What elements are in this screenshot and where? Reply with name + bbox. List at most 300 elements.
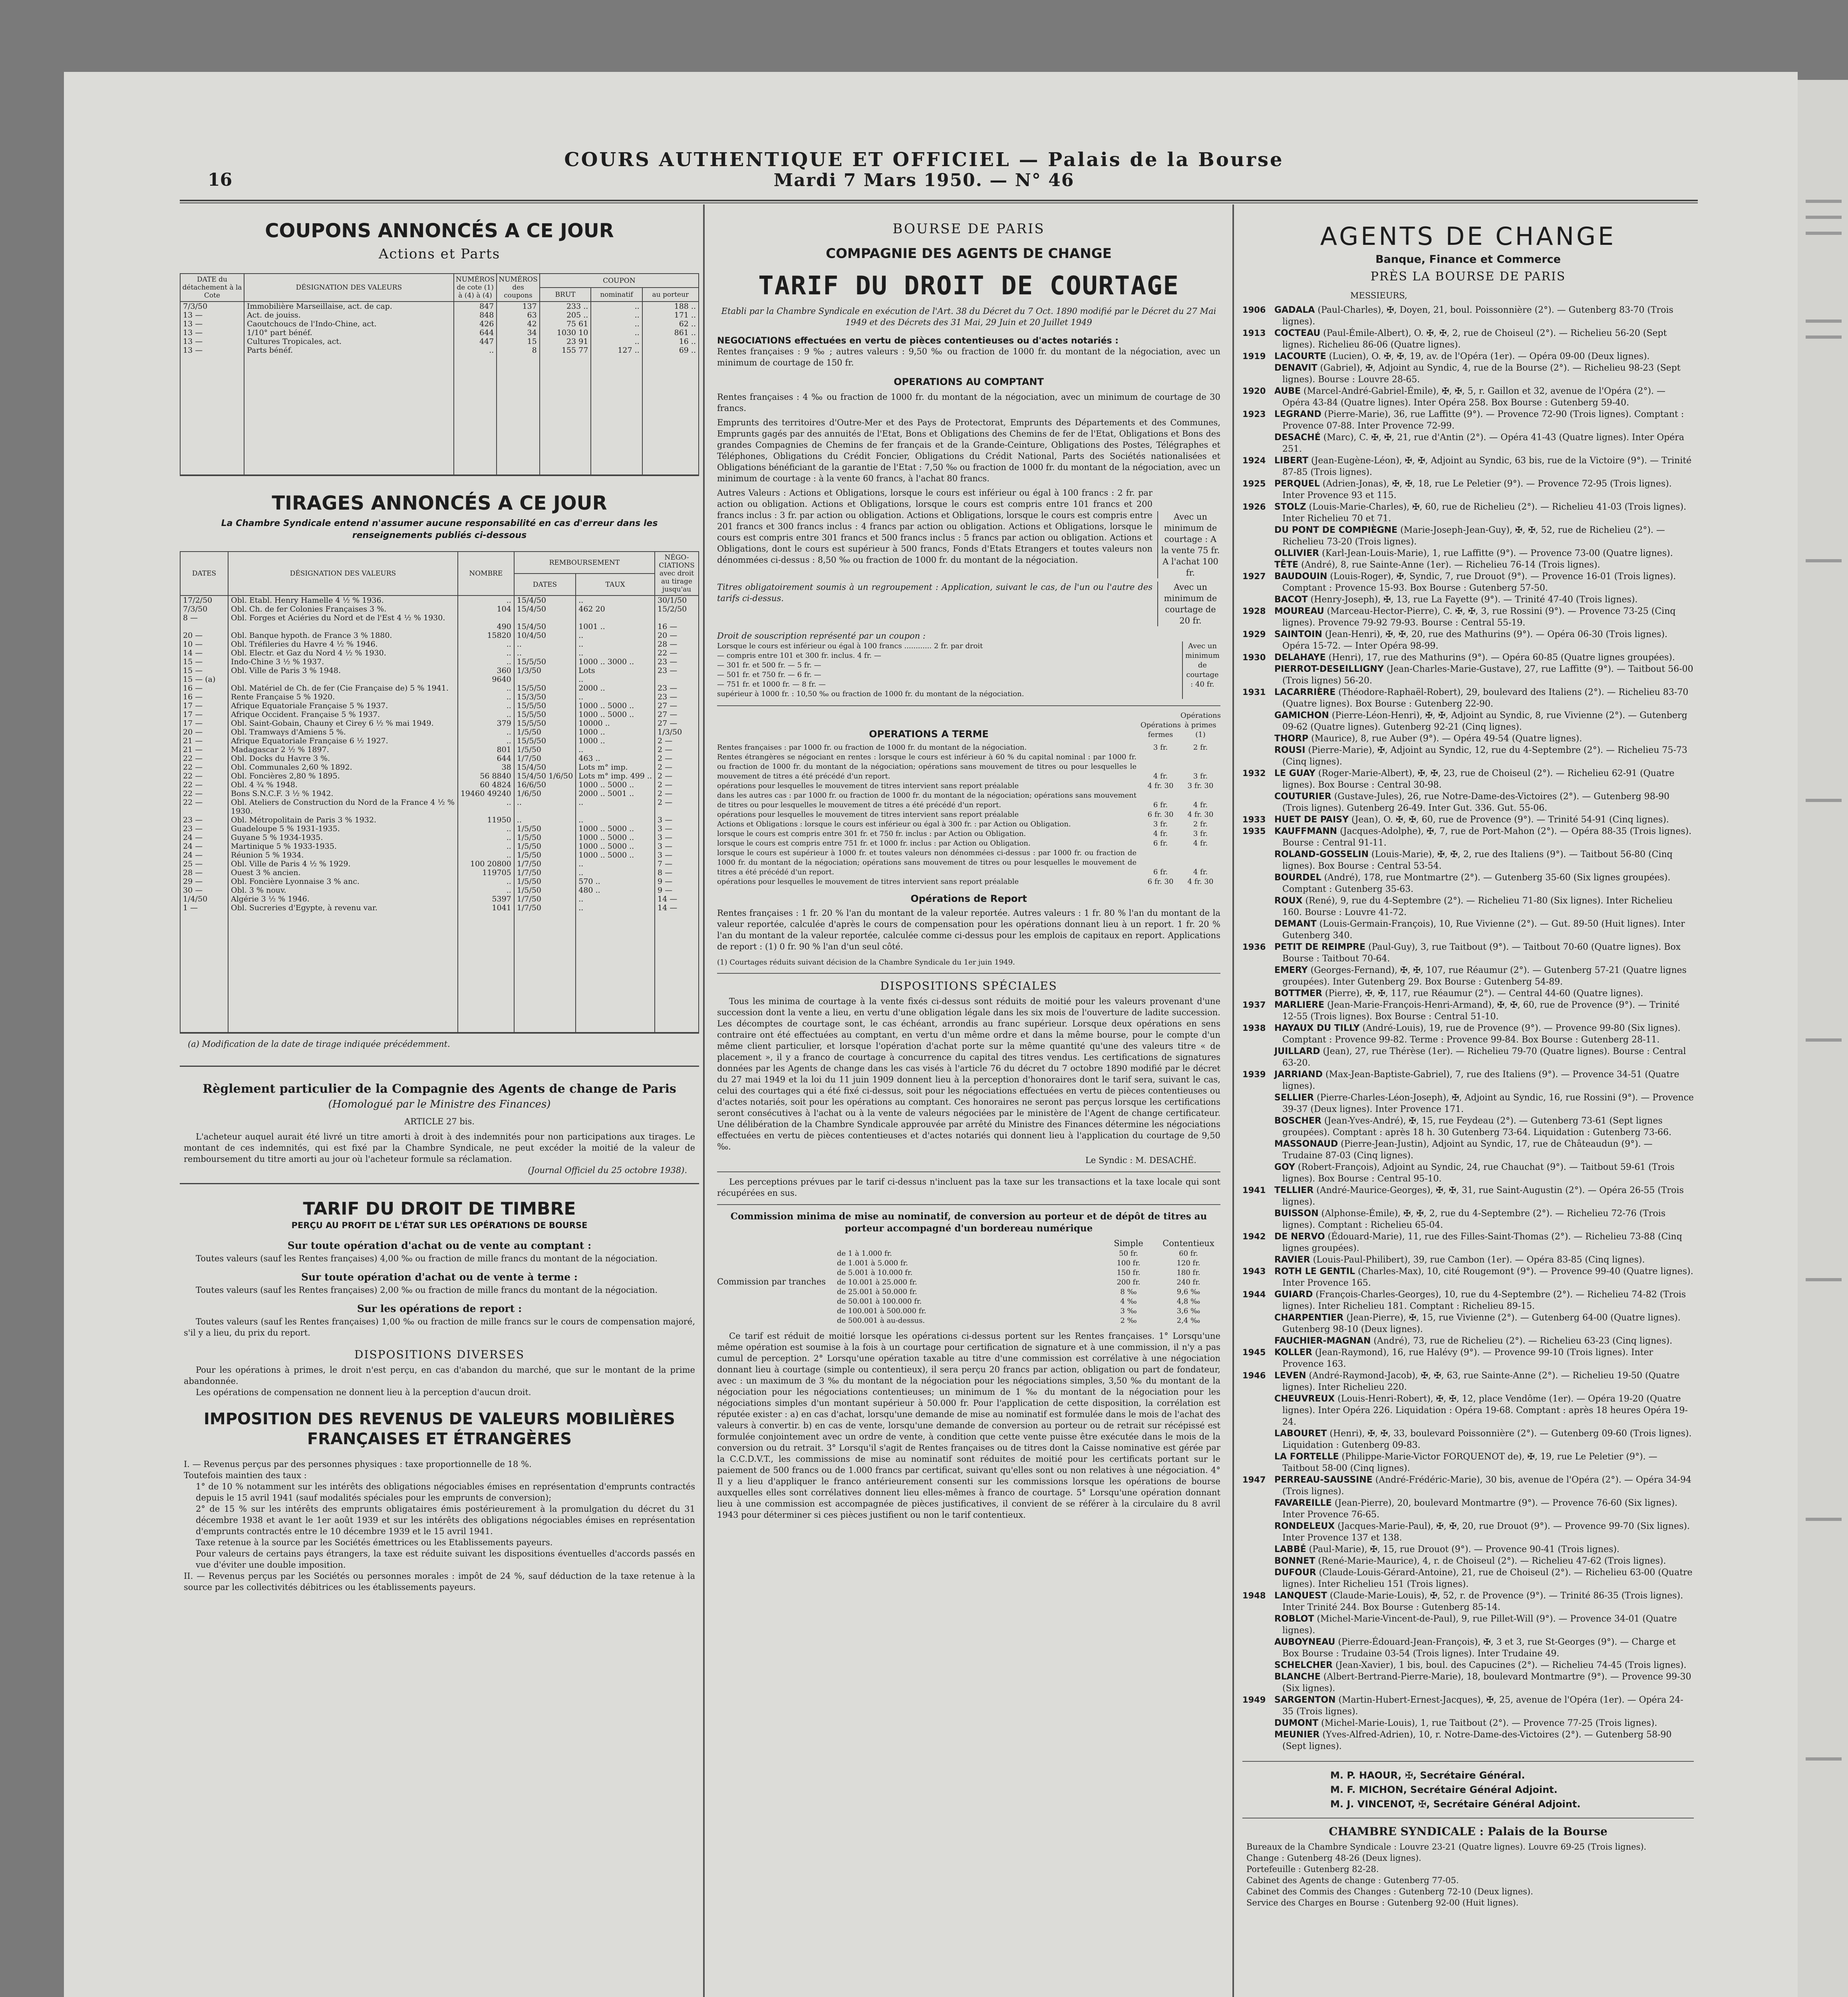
agent-entry (1242, 744, 1694, 768)
tirage-cell: 15/5/50 (514, 701, 576, 710)
droit-row: — 751 fr. et 1000 fr. — 8 fr. — (717, 680, 826, 689)
agent-details: (Yves-Alfred-Adrien), 10, r. Notre-Dame-des-Victoires (2°). — Gutenberg 58-90 (Sept lignes). (1282, 1730, 1672, 1751)
tirage-cell: 20 — (180, 728, 228, 736)
tirages-footnote: (a) Modification de la date de tirage indiquée précédemment. (188, 1039, 450, 1049)
tirages-note: La Chambre Syndicale entend n'assumer aucune responsabilité en cas d'erreur dans les renseignements publiés ci-dessous (221, 518, 658, 540)
tirage-cell: .. (458, 736, 514, 745)
tirage-cell: 9640 (458, 675, 514, 684)
commission-row (837, 1249, 1220, 1259)
tirage-cell: .. (458, 693, 514, 701)
tirage-cell: .. (576, 868, 655, 877)
tirages-table (180, 551, 699, 1032)
tirage-cell: .. (458, 701, 514, 710)
tirage-cell: 16 — (655, 622, 699, 631)
minimum-note-2: Avec un minimum de courtage de 20 fr. (1157, 582, 1220, 626)
tirage-cell: 1/5/50 (514, 824, 576, 833)
agent-entry (1242, 571, 1694, 594)
agent-details: (Louis-Germain-François), 10, Rue Vivienne (2°). — Gut. 89-50 (Huit lignes). Inter Gutenberg 340. (1282, 919, 1685, 941)
agent-entry (1242, 1497, 1694, 1521)
tirage-cell: 3 — (655, 833, 699, 842)
timbre-title: TARIF DU DROIT DE TIMBRE (303, 1199, 576, 1219)
timbre-t1: Toutes valeurs (sauf les Rentes françaises) 4,00 ‰ ou fraction de mille francs du montant de la négociation. (196, 1254, 658, 1263)
tirage-cell: 15820 (458, 631, 514, 640)
commission-range: de 25.001 à 50.000 fr. (837, 1288, 917, 1296)
agent-details: (Jean-Charles-Marie-Gustave), 27, rue Laffitte (9°). — Taitbout 56-00 (Trois lignes) 56-20. (1282, 664, 1693, 686)
empty-cell (228, 912, 458, 1032)
chambre-line: Change : Gutenberg 48-26 (Deux lignes). (1246, 1853, 1421, 1863)
page-number: 16 (208, 170, 232, 190)
dd-text-2: Les opérations de compensation ne donnent lieu à la perception d'aucun droit. (196, 1388, 531, 1397)
agent-details: (Michel-Marie-Vincent-de-Paul), 9, rue Pillet-Will (9°). — Provence 34-01 (Quatre lignes). (1282, 1614, 1677, 1636)
agent-entry (1242, 663, 1694, 687)
tirage-cell: 1000 .. 5000 .. (576, 833, 655, 842)
tirage-row (180, 710, 699, 719)
tirage-cell: Martinique 5 % 1933-1935. (228, 842, 458, 851)
agent-name: BONNET (1274, 1556, 1315, 1566)
agent-name: RAVIER (1274, 1255, 1310, 1265)
coupon-cell: 861 .. (642, 328, 699, 337)
coupon-cell: 644 (454, 328, 497, 337)
agent-name: BOTTMER (1274, 989, 1322, 998)
tirage-cell: 14 — (655, 895, 699, 903)
tirage-cell: 1/5/50 (514, 833, 576, 842)
agent-entry (1242, 1161, 1694, 1185)
agent-details: (Pierre-Marie), ✠, Adjoint au Syndic, 12, rue du 4-Septembre (2°). — Richelieu 75-73 (Cinq lignes). (1282, 745, 1687, 767)
tirage-cell: 463 .. (576, 754, 655, 763)
agent-entry (1242, 1729, 1694, 1752)
agent-name: THORP (1274, 734, 1309, 744)
coupon-cell: 188 .. (642, 302, 699, 311)
tirage-cell: .. (458, 824, 514, 833)
agent-entry (1242, 501, 1694, 524)
agent-entry (1242, 1289, 1694, 1312)
tirage-cell: 9 — (655, 886, 699, 895)
staff-line: M. P. HAOUR, ✠, Secrétaire Général. (1330, 1770, 1525, 1781)
tirage-cell: .. (576, 860, 655, 868)
terme-row (717, 820, 1220, 829)
agent-name: KAUFFMANN (1274, 826, 1337, 836)
agent-name: BACOT (1274, 595, 1308, 605)
agent-details: (Marceau-Hector-Pierre), C. ✠, ✠, 3, rue Rossini (9°). — Provence 73-25 (Cinq lignes). Provence 79-92 79-93. Bourse : Central 55-19. (1282, 606, 1676, 628)
droit-row: supérieur à 1000 fr. : 10,50 ‰ ou fraction de 1000 fr. du montant de la négociation. (717, 690, 1024, 698)
tirage-cell: 1/7/50 (514, 903, 576, 912)
agent-name: LACOURTE (1274, 351, 1326, 361)
imposition-p2: Toutefois maintien des taux : (184, 1471, 307, 1480)
droit-row: — 301 fr. et 500 fr. — 5 fr. — (717, 661, 821, 669)
empty-cell (180, 355, 244, 474)
tirage-row (180, 596, 699, 605)
tirage-cell: Lots m° imp. 499 .. (576, 772, 655, 780)
agent-year: 1920 (1242, 386, 1266, 396)
agent-year: 1946 (1242, 1371, 1266, 1380)
tirage-cell: 462 20 (576, 605, 655, 613)
coupon-cell: 848 (454, 311, 497, 320)
report-note: (1) Courtages réduits suivant décision de la Chambre Syndicale du 1er juin 1949. (717, 958, 1015, 967)
chambre-line: Cabinet des Agents de change : Gutenberg 77-05. (1246, 1876, 1459, 1885)
commission-range: de 50.001 à 100.000 fr. (837, 1297, 922, 1306)
agent-details: (Michel-Marie-Louis), 1, rue Taitbout (2°). — Provence 77-25 (Trois lignes). (1321, 1718, 1657, 1728)
tirage-cell: 2 — (655, 772, 699, 780)
tirage-cell: 15/5/50 (514, 684, 576, 693)
tirage-cell: 23 — (180, 816, 228, 824)
agent-year: 1948 (1242, 1591, 1266, 1600)
terme-fermes: 6 fr. 30 (1147, 877, 1174, 886)
coupon-cell: 1030 10 (540, 328, 591, 337)
tirage-cell: .. (514, 640, 576, 649)
coupon-cell: .. (591, 320, 642, 328)
col-num-coupons: NUMÉROS des coupons (497, 274, 539, 302)
tirage-cell: .. (514, 649, 576, 657)
messieurs-label: MESSIEURS, (1350, 291, 1407, 300)
agent-name: EMERY (1274, 965, 1308, 975)
agent-details: (Louis-Roger), ✠, Syndic, 7, rue Drouot (9°). — Provence 16-01 (Trois lignes). Comptant : Provence 15-93. Box Bourse : Gutenberg 57-50. (1282, 572, 1676, 593)
comptant-3: Autres Valeurs : Actions et Obligations, lorsque le cours est inférieur ou égal à 100 francs : 2 fr. par action ou obligation. Actions et Obligations, lorsque le cours est compris entre 101 francs et 200 francs inclus : 3 fr. par action ou obligation. Actions et Obligations, lorsque le cours est compris entre 201 francs et 300 francs inclus : 4 francs par action ou obligation. Actions et Obligations, lorsque le cours est compris entre 301 francs et 500 francs inclus : 5 francs par action ou obligation. Actions et Obligations, dont le cours est supérieur à 500 francs, Fonds d'Etats Etrangers et toutes valeurs non dénommées ci-dessus : 8,50 ‰ ou fraction de 1000 fr. du montant de la négociation. (717, 488, 1153, 565)
agent-entry (1242, 1312, 1694, 1335)
tirage-cell: 1/7/50 (514, 895, 576, 903)
terme-fermes: 6 fr. (1153, 868, 1168, 876)
empty-cell (244, 355, 454, 474)
tirage-cell: 1000 .. 5000 .. (576, 710, 655, 719)
commission-row (837, 1306, 1220, 1316)
agent-name: DENAVIT (1274, 363, 1317, 373)
agent-entry (1242, 1069, 1694, 1092)
commission-text: Ce tarif est réduit de moitié lorsque les opérations ci-dessus portent sur les Rentes françaises. 1° Lorsqu'une même opération est soumise à la fois à un courtage pour certification de signature et à une commission, il n'y a pas cumul de perception. 2° Lorsqu'une opération taxable au titre d'une commission est corrélative à une négociation donnant lieu à courtage (simple ou contentieux), il sera perçu 20 francs par action, obligation ou part de fondateur, avec : un maximum de 3 ‰ du montant de la négociation pour les négociations simples, 3,50 ‰ du montant de la négociation pour les négociations contentieuses; un minimum de 1 ‰ du montant de la négociation pour les négociations simples d'un montant supérieur à 50.000 fr. Pour l'application de cette disposition, la corrélation est réputée exister : a) en cas d'achat, lorsqu'une demande de mise au nominatif est formulée dans le mois de l'achat des valeurs à convertir. b) en cas de vente, lorsqu'une demande de conversion au porteur ou de retrait sur récépissé est formulée conjointement avec un ordre de vente, à condition que cette vente puisse être exécutée dans le mois de la conversion ou du retrait. 3° Lorsqu'il s'agit de Rentes françaises ou de titres dont la Caisse nominative est gérée par la C.C.D.V.T., les commissions de mise au nominatif sont réduites de moitié pour les certificats portant sur le paiement de 500 francs ou de 1.000 francs par certificat, suivant qu'elles sont ou non relatives à une négociation. 4° Il y a lieu d'appliquer le franco antérieurement consenti sur les commissions lorsque les opérations de bourse auxquelles elles sont corrélatives donnent lieu elles-mêmes à franco de courtage. 5° Lorsqu'une opération donnant lieu à une commission est accompagnée de pièces justificatives, il convient de se référer à la circulaire du 8 avril 1943 pour déterminer si ces pièces justifient ou non le tarif contentieux. (717, 1331, 1220, 1520)
agent-name: ROUSI (1274, 745, 1306, 755)
agent-name: DESACHÉ (1274, 433, 1321, 443)
coupon-row (180, 302, 699, 311)
tirage-cell: .. (458, 596, 514, 605)
tirage-cell: 11950 (458, 816, 514, 824)
timbre-h2: Sur toute opération d'achat ou de vente à terme : (301, 1271, 578, 1283)
agent-details: (Henri), 17, rue des Mathurins (9°). — Opéra 60-85 (Quatre lignes groupées). (1328, 653, 1675, 663)
empty-cell (576, 912, 655, 1032)
agent-details: (Pierre-Édouard-Jean-François), ✠, 3 et 3, rue St-Georges (9°). — Charge et Box Bourse : Trudaine 03-54 (Trois lignes). Inter Trudaine 49. (1282, 1637, 1676, 1659)
agent-name: FAVAREILLE (1274, 1498, 1332, 1508)
tirage-cell: 360 (458, 666, 514, 675)
tirage-cell: 1/6/50 (514, 789, 576, 798)
agent-name: AUBOYNEAU (1274, 1637, 1335, 1647)
reglement-subtitle: (Homologué par le Ministre des Finances) (328, 1098, 551, 1110)
tirage-cell: 1 — (180, 903, 228, 912)
agent-entry (1242, 1185, 1694, 1208)
agent-year: 1926 (1242, 502, 1266, 512)
tirage-cell: .. (458, 798, 514, 816)
agent-name: RONDELEUX (1274, 1521, 1335, 1531)
agent-details: (André), 178, rue Montmartre (2°). — Gutenberg 35-60 (Six lignes groupées). Comptant : Gutenberg 35-63. (1282, 873, 1671, 894)
terme-row (717, 752, 1220, 781)
tirage-cell: Obl. Ville de Paris 3 % 1948. (228, 666, 458, 675)
agent-name: PERQUEL (1274, 479, 1320, 489)
tirage-cell: Afrique Equatoriale Française 5 % 1937. (228, 701, 458, 710)
tirage-cell: 1/5/50 (514, 745, 576, 754)
compagnie-label: COMPAGNIE DES AGENTS DE CHANGE (826, 246, 1112, 262)
tirage-row (180, 605, 699, 613)
tirage-cell: .. (458, 728, 514, 736)
agent-name: BAUDOUIN (1274, 572, 1327, 582)
commission-simple: 3 ‰ (1120, 1307, 1137, 1315)
tirage-cell: 17 — (180, 710, 228, 719)
empty-cell (180, 912, 228, 1032)
agent-year: 1930 (1242, 653, 1266, 662)
agent-name: HAYAUX DU TILLY (1274, 1023, 1360, 1033)
tirage-cell: 644 (458, 754, 514, 763)
tirage-cell: Réunion 5 % 1934. (228, 851, 458, 860)
agent-details: (Louis-Marie), ✠, ✠, 2, rue des Italiens (9°). — Taitbout 56-80 (Cinq lignes). Box Bourse : Central 53-54. (1282, 850, 1673, 871)
coupon-cell: 233 .. (540, 302, 591, 311)
imposition-title: IMPOSITION DES REVENUS DE VALEURS MOBILIÈRES FRANÇAISES ET ÉTRANGÈRES (204, 1410, 675, 1448)
tirage-row (180, 903, 699, 912)
reglement-article: ARTICLE 27 bis. (404, 1117, 475, 1126)
syndic-signature: Le Syndic : M. DESACHÉ. (1085, 1155, 1196, 1165)
tirage-row (180, 745, 699, 754)
tirage-cell: Obl. Electr. et Gaz du Nord 4 ½ % 1930. (228, 649, 458, 657)
agent-entry (1242, 1022, 1694, 1046)
agent-name: CHARPENTIER (1274, 1313, 1344, 1323)
tirage-row (180, 622, 699, 631)
newspaper-title: COURS AUTHENTIQUE ET OFFICIEL — Palais de la Bourse (564, 149, 1284, 171)
terme-primes: 4 fr. (1193, 868, 1208, 876)
tirage-row (180, 877, 699, 886)
col-date: DATE du détachement à la Cote (180, 274, 244, 302)
left-column (180, 206, 699, 1593)
commission-contentieux: 120 fr. (1176, 1259, 1200, 1267)
commission-contentieux: 2,4 ‰ (1176, 1316, 1200, 1325)
agent-entry (1242, 849, 1694, 872)
coupon-row (180, 328, 699, 337)
tirage-cell: 15 — (180, 657, 228, 666)
tirage-cell: Algérie 3 ½ % 1946. (228, 895, 458, 903)
col-coupon: COUPON (540, 274, 699, 288)
tirage-row (180, 851, 699, 860)
agent-year: 1937 (1242, 1000, 1266, 1010)
coupon-cell: .. (591, 337, 642, 346)
agent-entry (1242, 1694, 1694, 1717)
agent-name: DUFOUR (1274, 1568, 1316, 1578)
agent-entry (1242, 1544, 1694, 1555)
coupon-row (180, 346, 699, 355)
tirage-row (180, 675, 699, 684)
agent-name: JARRIAND (1274, 1070, 1323, 1080)
agent-name: HUET DE PAISY (1274, 815, 1349, 825)
coupon-cell: 23 91 (540, 337, 591, 346)
agent-entry (1242, 652, 1694, 663)
coupon-cell: Cultures Tropicales, act. (244, 337, 454, 346)
agent-year: 1906 (1242, 305, 1266, 315)
column-divider-1 (703, 204, 705, 1997)
agent-name: BOURDEL (1274, 873, 1321, 883)
tirage-cell: 15/5/50 (514, 736, 576, 745)
agent-year: 1927 (1242, 572, 1266, 581)
commission-label: Commission par tranches (717, 1277, 826, 1286)
tirage-row (180, 736, 699, 745)
agent-name: GADALA (1274, 305, 1315, 315)
dd-text-1: Pour les opérations à primes, le droit n'est perçu, en cas d'abandon du marché, que sur le montant de la prime abandonnée. (184, 1365, 695, 1386)
agent-details: (Pierre), ✠, ✠, 117, rue Réaumur (2°). — Central 44-60 (Quatre lignes). (1325, 989, 1643, 998)
agent-year: 1929 (1242, 629, 1266, 639)
coupon-cell: 137 (497, 302, 539, 311)
tirage-cell: 801 (458, 745, 514, 754)
tir-col-rdates: DATES (514, 574, 576, 596)
agent-details: (Louis-Henri-Robert), ✠, ✠, 12, place Vendôme (1er). — Opéra 19-20 (Quatre lignes). Inter Opéra 226. Liquidation : Opéra 19-68. Comptant : après 18 heures Opéra 19-24. (1282, 1394, 1688, 1427)
agent-entry (1242, 791, 1694, 814)
agent-name: LABOURET (1274, 1429, 1327, 1439)
commission-row (837, 1278, 1220, 1287)
agent-details: (Karl-Jean-Louis-Marie), 1, rue Laffitte (9°). — Provence 73-00 (Quatre lignes). (1322, 548, 1673, 558)
comptant-title: OPERATIONS AU COMPTANT (894, 376, 1044, 387)
agent-entry (1242, 409, 1694, 432)
agent-entry (1242, 385, 1694, 409)
agent-year: 1931 (1242, 687, 1266, 697)
terme-row (717, 791, 1220, 810)
coupon-cell: Immobilière Marseillaise, act. de cap. (244, 302, 454, 311)
terme-fermes: 6 fr. (1153, 839, 1168, 848)
tirage-cell: .. (576, 640, 655, 649)
tirage-cell: Obl. Ch. de fer Colonies Françaises 3 %. (228, 605, 458, 613)
commission-range: de 1.001 à 5.000 fr. (837, 1259, 908, 1267)
agent-name: LIBERT (1274, 456, 1308, 466)
tirage-row (180, 816, 699, 824)
coupon-cell: 13 — (180, 320, 244, 328)
tirage-cell: Lots m° imp. (576, 763, 655, 772)
chambre-line: Service des Charges en Bourse : Gutenberg 92-00 (Huit lignes). (1246, 1898, 1519, 1908)
terme-desc: dans les autres cas : par 1000 fr. ou fraction de 1000 fr. du montant de la négociation; opérations sans mouvement de titres ou pour lesquelles le mouvement de titres a été précédé d'un report. (717, 791, 1137, 809)
staff-line: M. J. VINCENOT, ✠, Secrétaire Général Adjoint. (1330, 1798, 1581, 1810)
terme-desc: opérations pour lesquelles le mouvement de titres intervient sans report préalable (717, 877, 1019, 886)
agent-year: 1925 (1242, 479, 1266, 488)
commission-contentieux: 9,6 ‰ (1176, 1288, 1200, 1296)
coupon-cell: 13 — (180, 346, 244, 355)
tirage-cell: 1041 (458, 903, 514, 912)
reglement-text: L'acheteur auquel aurait été livré un titre amorti à droit à des indemnités pour non participations aux tirages. Le montant de ces indemnités, qui est fixé par la Chambre Syndicale, ne peut excéder la moitié de la valeur de remboursement du titre amorti au jour où l'acheteur formule sa réclamation. (184, 1132, 695, 1164)
courtage-intro: Etabli par la Chambre Syndicale en exécution de l'Art. 38 du Décret du 7 Oct. 1890 modifié par le Décret du 27 Mai 1949 et des Décrets des 31 Mai, 29 Juin et 20 Juillet 1949 (721, 306, 1216, 327)
commission-row (837, 1287, 1220, 1297)
terme-fermes: 4 fr. (1153, 830, 1168, 838)
terme-fermes: 6 fr. 30 (1147, 810, 1174, 819)
agent-entry (1242, 895, 1694, 918)
agent-details: (Jacques-Adolphe), ✠, 7, rue de Port-Mahon (2°). — Opéra 88-35 (Trois lignes). Bourse : Central 91-11. (1282, 826, 1692, 848)
agent-details: (Louis-Marie-Charles), ✠, 60, rue de Richelieu (2°). — Richelieu 41-03 (Trois lignes). Inter Richelieu 70 et 71. (1282, 502, 1687, 524)
commission-contentieux: 3,6 ‰ (1176, 1307, 1200, 1315)
imposition-p3: 1° de 10 % notamment sur les intérêts des obligations négociables émises en représentation d'emprunts contractés depuis le 15 avril 1941 (sauf modalités spéciales pour les emprunts de conversion); (196, 1482, 695, 1503)
agent-details: (Jean-Henri), ✠, ✠, 20, rue des Mathurins (9°). — Opéra 06-30 (Trois lignes). Opéra 15-72. — Inter Opéra 98-99. (1282, 629, 1668, 651)
agent-details: (Philippe-Marie-Victor FORQUENOT de), ✠, 19, rue Le Peletier (9°). — Taitbout 58-00 (Cinq lignes). (1282, 1452, 1657, 1473)
tirage-cell: Obl. Métropolitain de Paris 3 % 1932. (228, 816, 458, 824)
agent-entry (1242, 478, 1694, 501)
col-num-cote: NUMÉROS de cote (1) à (4) à (4) (454, 274, 497, 302)
next-page-edge (1798, 80, 1848, 1997)
commission-contentieux: 180 fr. (1176, 1268, 1200, 1277)
agent-year: 1932 (1242, 768, 1266, 778)
agent-year: 1941 (1242, 1185, 1266, 1195)
terme-row (717, 877, 1220, 887)
commission-title: Commission minima de mise au nominatif, de conversion au porteur et de dépôt de titres au porteur accompagné d'un bordereau numérique (730, 1211, 1207, 1234)
agent-entry (1242, 1138, 1694, 1161)
agent-entry (1242, 455, 1694, 478)
coupon-cell: 16 .. (642, 337, 699, 346)
staff-line: M. F. MICHON, Secrétaire Général Adjoint. (1330, 1784, 1558, 1795)
empty-cell (497, 355, 539, 474)
agent-entry (1242, 814, 1694, 826)
imposition-p1: I. — Revenus perçus par des personnes physiques : taxe proportionnelle de 18 %. (184, 1459, 532, 1469)
agent-entry (1242, 1590, 1694, 1613)
tirage-row (180, 860, 699, 868)
tirage-cell: 379 (458, 719, 514, 728)
tirage-cell: Obl. Tramways d'Amiens 5 %. (228, 728, 458, 736)
titres-obligatoires: Titres obligatoirement soumis à un regroupement : Application, suivant le cas, de l'un ou l'autre des tarifs ci-dessus. (717, 582, 1153, 603)
tirage-cell: .. (458, 640, 514, 649)
agent-entry (1242, 1347, 1694, 1370)
tirage-row (180, 895, 699, 903)
agent-details: (Claude-Marie-Louis), ✠, 52, r. de Provence (9°). — Trinité 86-35 (Trois lignes). Inter Trinité 244. Box Bourse : Gutenberg 85-14. (1282, 1591, 1683, 1612)
agent-details: (Édouard-Marie), 11, rue des Filles-Saint-Thomas (2°). — Richelieu 73-88 (Cinq lignes groupées). (1282, 1232, 1682, 1253)
commission-simple: 150 fr. (1117, 1268, 1141, 1277)
agent-entry (1242, 1451, 1694, 1474)
agent-details: (Albert-Bertrand-Pierre-Marie), 18, boulevard Montmartre (9°). — Provence 99-30 (Six lignes). (1282, 1672, 1691, 1693)
commission-range: de 100.001 à 500.000 fr. (837, 1307, 926, 1315)
tirage-row (180, 754, 699, 763)
right-column (1238, 206, 1698, 1908)
agent-details: (André-Maurice-Georges), ✠, ✠, 31, rue Saint-Augustin (2°). — Opéra 26-55 (Trois lignes). (1282, 1185, 1684, 1207)
tirage-cell: 24 — (180, 851, 228, 860)
tirage-cell: 23 — (655, 684, 699, 693)
tirage-cell: 2 — (655, 736, 699, 745)
droit-row: — compris entre 101 et 300 fr. inclus. 4 fr. — (717, 651, 881, 660)
tirage-cell: 23 — (180, 824, 228, 833)
tirage-cell: 20 — (655, 631, 699, 640)
commission-range: de 5.001 à 10.000 fr. (837, 1268, 913, 1277)
commission-simple: 200 fr. (1117, 1278, 1141, 1286)
commission-simple: 50 fr. (1119, 1249, 1138, 1258)
commission-row (837, 1297, 1220, 1306)
tirage-cell: 1000 .. 5000 .. (576, 701, 655, 710)
coupon-cell: 1/10° part bénéf. (244, 328, 454, 337)
tirage-cell: 3 — (655, 842, 699, 851)
coupon-cell: 426 (454, 320, 497, 328)
terme-primes: 3 fr. (1193, 772, 1208, 780)
tirage-cell: 16 — (180, 684, 228, 693)
agent-details: (Jean-Eugène-Léon), ✠, ✠, Adjoint au Syndic, 63 bis, rue de la Victoire (9°). — Trinité 87-85 (Trois lignes). (1282, 456, 1692, 477)
agent-entry (1242, 1231, 1694, 1254)
agent-entry (1242, 1567, 1694, 1590)
tirage-cell: 15 — (180, 666, 228, 675)
tirage-cell: Obl. Etabl. Henry Hamelle 4 ½ % 1936. (228, 596, 458, 605)
tirage-cell: 24 — (180, 833, 228, 842)
tirage-cell: .. (458, 684, 514, 693)
commission-simple: 100 fr. (1117, 1259, 1141, 1267)
tirage-cell (228, 675, 458, 684)
agent-entry (1242, 1115, 1694, 1138)
coupon-cell: Caoutchoucs de l'Indo-Chine, act. (244, 320, 454, 328)
agent-details: (Gustave-Jules), 26, rue Notre-Dame-des-Victoires (2°). — Gutenberg 98-90 (Trois lignes). Gutenberg 26-49. Inter Gut. 336. Gut. 55-06. (1282, 792, 1670, 813)
coupon-filler (180, 355, 699, 474)
tirage-cell: 1/5/50 (514, 728, 576, 736)
tirage-cell: 8 — (655, 868, 699, 877)
tirage-cell: 1/4/50 (180, 895, 228, 903)
tirage-cell: 2 — (655, 789, 699, 798)
commission-row (837, 1316, 1220, 1326)
tirage-cell: 7/3/50 (180, 605, 228, 613)
coupon-cell: 34 (497, 328, 539, 337)
dispositions-diverses-title: DISPOSITIONS DIVERSES (354, 1348, 525, 1361)
agent-details: (Jean), O. ✠, ✠, 60, rue de Provence (9°). — Trinité 54-91 (Cinq lignes). (1351, 815, 1669, 825)
agent-details: (André-Frédéric-Marie), 30 bis, avenue de l'Opéra (2°). — Opéra 34-94 (Trois lignes). (1282, 1475, 1692, 1497)
empty-cell (540, 355, 591, 474)
tirage-cell: .. (458, 886, 514, 895)
tirage-cell: Obl. 3 % nouv. (228, 886, 458, 895)
tirage-cell: 14 — (655, 903, 699, 912)
agent-details: (Paul-Guy), 3, rue Taitbout (9°). — Taitbout 70-60 (Quatre lignes). Box Bourse : Taitbout 70-64. (1282, 942, 1681, 964)
terme-desc: lorsque le cours est compris entre 301 fr. et 750 fr. inclus : par Action ou Obligation. (717, 830, 1026, 838)
